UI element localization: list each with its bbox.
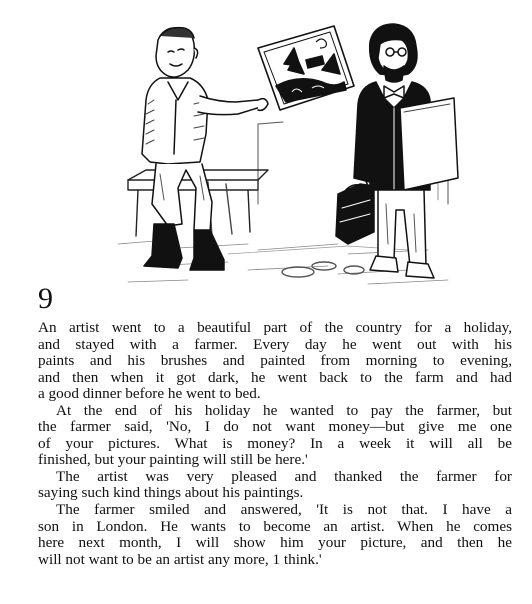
text-line: of your pictures. What is money? In a week it will all be bbox=[38, 434, 512, 452]
text-line: The farmer smiled and answered, 'It is not that. I have a bbox=[56, 501, 512, 519]
paragraph-4 bbox=[38, 502, 512, 568]
story-text bbox=[38, 320, 512, 568]
text-line: will not want to be an artist any more, 1 think.' bbox=[38, 550, 322, 568]
text-line: a good dinner before he went to bed. bbox=[38, 385, 261, 403]
text-line: paints and his brushes and painted from morning to evening, bbox=[38, 352, 512, 370]
paragraph-2 bbox=[38, 403, 512, 469]
text-line: An artist went to a beautiful part of the country for a holiday, bbox=[38, 319, 512, 336]
text-line: son in London. He wants to become an artist. When he comes bbox=[38, 517, 512, 535]
text-line: At the end of his holiday he wanted to pay the farmer, but bbox=[56, 401, 512, 419]
text-line: saying such kind things about his paintings. bbox=[38, 484, 304, 502]
farmer-artist-illustration bbox=[108, 4, 474, 290]
paragraph-1 bbox=[38, 320, 512, 403]
text-line: and then when it got dark, he went back to the farm and had bbox=[38, 368, 512, 386]
text-line: the farmer said, 'No, I do not want money—but give me one bbox=[38, 418, 512, 436]
text-line: The artist was very pleased and thanked the farmer for bbox=[56, 467, 512, 485]
text-line: finished, but your painting will still be here.' bbox=[38, 451, 308, 469]
text-line: here next month, I will show him your picture, and then he bbox=[38, 534, 512, 552]
text-line: and stayed with a farmer. Every day he went out with his bbox=[38, 335, 512, 353]
paragraph-3 bbox=[38, 469, 512, 502]
story-number: 9 bbox=[38, 282, 53, 315]
